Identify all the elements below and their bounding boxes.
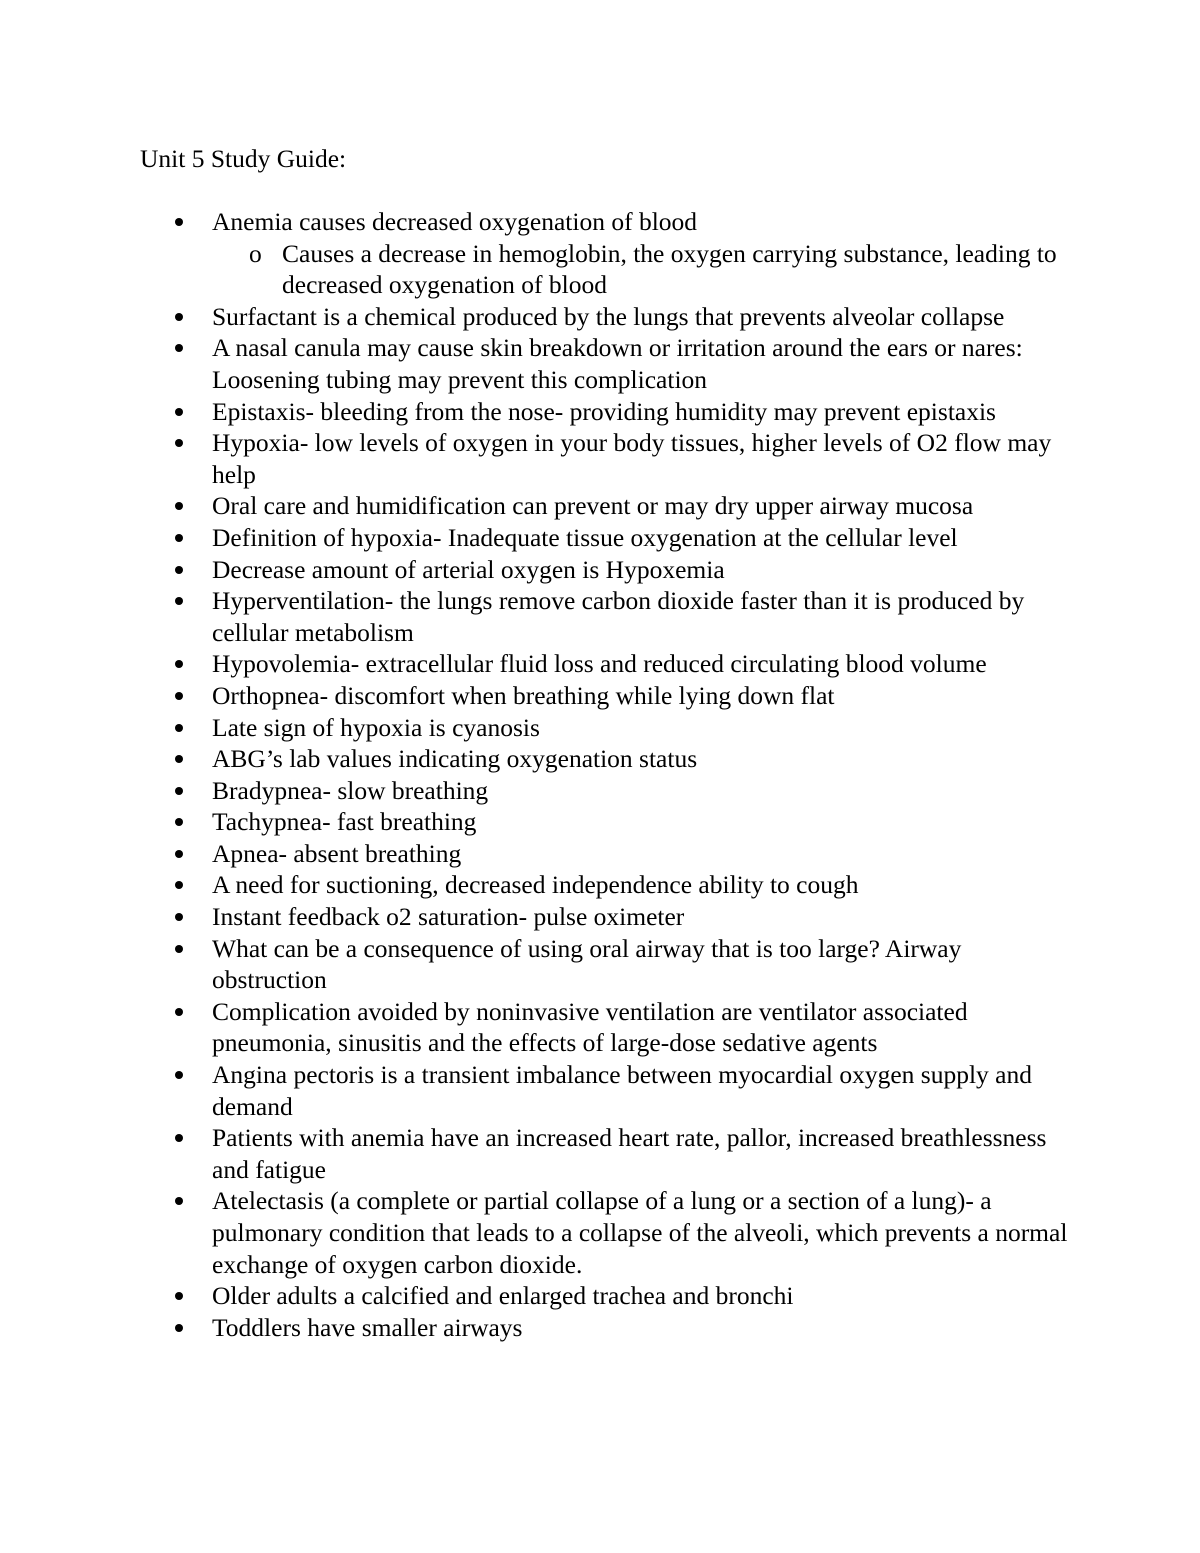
list-item-text: Oral care and humidification can prevent or may dry upper airway mucosa (212, 491, 974, 521)
bullet-icon (175, 1008, 183, 1016)
list-item-text: Older adults a calcified and enlarged trachea and bronchi (212, 1281, 794, 1311)
list-item-text: ABG’s lab values indicating oxygenation status (212, 744, 698, 774)
list-item-text: Tachypnea- fast breathing (212, 807, 477, 837)
list-item (212, 743, 1072, 775)
list-item-text: Surfactant is a chemical produced by the lungs that prevents alveolar collapse (212, 301, 1005, 331)
list-item (212, 648, 1072, 680)
bullet-icon (175, 439, 183, 447)
bullet-icon (175, 1292, 183, 1300)
list-item (212, 490, 1072, 522)
bullet-icon (175, 1324, 183, 1332)
bullet-icon (175, 1134, 183, 1142)
list-item-text: A nasal canula may cause skin breakdown or irritation around the ears or nares: Loosening tubing may prevent this complication (212, 333, 1023, 394)
bullet-icon (175, 850, 183, 858)
list-item (212, 712, 1072, 744)
bullet-icon (175, 787, 183, 795)
list-item-text: Toddlers have smaller airways (212, 1312, 523, 1342)
study-guide-list (212, 206, 1072, 1343)
list-item-text: Angina pectoris is a transient imbalance between myocardial oxygen supply and demand (212, 1060, 1032, 1121)
bullet-icon (175, 755, 183, 763)
list-item-text: Epistaxis- bleeding from the nose- providing humidity may prevent epistaxis (212, 396, 996, 426)
list-item-text: Definition of hypoxia- Inadequate tissue oxygenation at the cellular level (212, 522, 958, 552)
list-item-text: Decrease amount of arterial oxygen is Hypoxemia (212, 554, 725, 584)
list-item (212, 838, 1072, 870)
list-item (212, 1185, 1072, 1280)
list-item-text: Hypovolemia- extracellular fluid loss and reduced circulating blood volume (212, 649, 987, 679)
bullet-icon (175, 1071, 183, 1079)
list-item (212, 1059, 1072, 1122)
list-item (212, 1280, 1072, 1312)
bullet-icon (175, 534, 183, 542)
bullet-icon (175, 502, 183, 510)
bullet-icon (175, 724, 183, 732)
list-item-text: Apnea- absent breathing (212, 838, 462, 868)
sub-list-item-text: Causes a decrease in hemoglobin, the oxygen carrying substance, leading to decreased oxygenation of blood (282, 238, 1057, 300)
bullet-icon (175, 692, 183, 700)
list-item (212, 806, 1072, 838)
list-item (212, 1122, 1072, 1185)
list-item (212, 933, 1072, 996)
list-item (212, 996, 1072, 1059)
list-item (212, 301, 1072, 333)
list-item-text: Patients with anemia have an increased heart rate, pallor, increased breathlessness and fatigue (212, 1123, 1047, 1184)
bullet-icon (175, 945, 183, 953)
list-item-text: What can be a consequence of using oral airway that is too large? Airway obstruction (212, 933, 962, 995)
list-item-text: A need for suctioning, decreased independence ability to cough (212, 870, 859, 900)
bullet-icon (175, 1197, 183, 1205)
list-item (212, 680, 1072, 712)
list-item (212, 332, 1072, 395)
list-item-text: Anemia causes decreased oxygenation of blood (212, 207, 698, 236)
list-item-text: Bradypnea- slow breathing (212, 775, 489, 805)
bullet-icon (175, 881, 183, 889)
list-item (212, 1312, 1072, 1344)
list-item-text: Hyperventilation- the lungs remove carbon dioxide faster than it is produced by cellular metabolism (212, 586, 1025, 647)
bullet-icon (175, 597, 183, 605)
list-item (212, 206, 1072, 301)
list-item (212, 869, 1072, 901)
bullet-icon (175, 660, 183, 668)
list-item-text: Late sign of hypoxia is cyanosis (212, 712, 540, 742)
list-item (212, 522, 1072, 554)
list-item-text: Instant feedback o2 saturation- pulse oximeter (212, 902, 685, 932)
sub-list-item (249, 238, 1072, 301)
list-item-text: Complication avoided by noninvasive ventilation are ventilator associated pneumonia, sinusitis and the effects of large-dose sedative agents (212, 996, 968, 1058)
list-item (212, 585, 1072, 648)
document-title: Unit 5 Study Guide: (140, 144, 347, 173)
list-item (212, 427, 1072, 490)
bullet-icon (175, 913, 183, 921)
hollow-bullet-icon: o (249, 238, 262, 268)
bullet-icon (175, 344, 183, 352)
list-item-text: Atelectasis (a complete or partial collapse of a lung or a section of a lung)- a pulmonary condition that leads to a collapse of the alveoli, which prevents a normal exchange of oxygen carbon dioxide. (212, 1186, 1068, 1279)
bullet-icon (175, 218, 183, 226)
sub-list (212, 238, 1072, 301)
bullet-icon (175, 818, 183, 826)
list-item-text: Hypoxia- low levels of oxygen in your body tissues, higher levels of O2 flow may help (212, 428, 1052, 489)
list-item (212, 396, 1072, 428)
list-item (212, 775, 1072, 807)
list-item (212, 901, 1072, 933)
list-item-text: Orthopnea- discomfort when breathing while lying down flat (212, 680, 835, 710)
bullet-icon (175, 566, 183, 574)
bullet-icon (175, 408, 183, 416)
bullet-icon (175, 313, 183, 321)
list-item (212, 554, 1072, 586)
